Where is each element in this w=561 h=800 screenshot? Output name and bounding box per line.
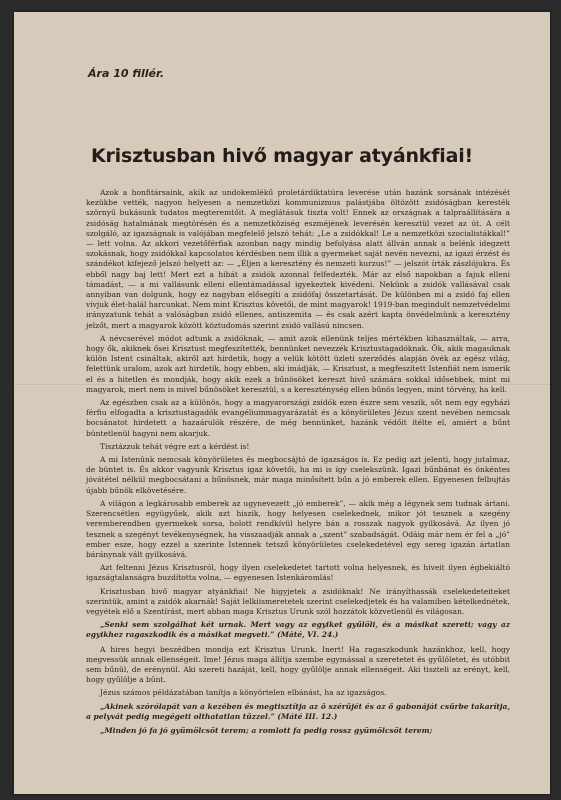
paragraph: Krisztusban hivő magyar atyánkfiai! Ne higyjetek a zsidóknak! Ne irányíthassák cselekedeteiteket szerintük, amint a zsidók akarnák! Saját lelkiismeretetek szerint cselekedjetek és ha valamiben kételkednétek, vegyétek elő a Szentírást, mert abban maga Krisztus Urunk szól hozzátok közvetlenül és világosan. (86, 586, 510, 616)
leaflet-body-text (86, 188, 510, 740)
paragraph: A mi Istenünk nemcsak könyörületes és megbocsájtó de igazságos is. Ez pedig azt jelenti, hogy jutalmaz, de büntet is. És akkor vagyunk Krisztus igaz követői, ha mi is így cselekszünk. Igazi bűnbánat és önkéntes jóvátétel nélkül megbocsátani a bűnösnek, már maga minősített bűn a jó emberek ellen. Egyenesen felbujtás újabb bűnök elkövetésére. (86, 455, 510, 495)
page-title: Krisztusban hivő magyar atyánkfiai! (90, 145, 473, 167)
paragraph: Tisztázzuk tehát végre ezt a kérdést is! (100, 441, 250, 451)
paragraph: A világon a legkárosabb emberek az ugynevezett „jó emberek”, — akik még a légynek sem tudnak ártani. Szerencsétlen együgyűek, akik azt hiszik, hogy helyesen cselekednek, mikor jót tesznek a szegény veremberendben gyermekek sorsa, holott rendkívül helyre bán a rosszak nagyok gyilkosává. Az ilyen jó tesznek a szegényt tevékenységnek, ha visszaadják annak a „szent” szabadságát. Odáig már nem ér fel a „jó” ember esze, hogy ezzel a szerinte Istennek tetsző könyörületes cselekedetével egy sereg igazán ártatlan báránynak vált gyilkosává. (86, 498, 510, 559)
paragraph: A névcserével módot adtunk a zsidóknak, — amit azok ellenünk teljes mértékben kihasználtak, — arra, hogy ők, akiknek ősei Krisztust megfeszítették, bennünket nevezzék Krisztustagadóknak. Ők, akik magauknak külön Istent csináltak, akiről azt hirdetik, hogy a velük kötött üzleti szerződés alapján övék az egész világ, felettünk uralom, azok azt hirdetik, hogy ebben, aki imádják, — Krisztust, a megfeszített Istenfiát nem ismerik el és a hitetlen és mondják, hogy akik ezek a bűnösöket kereszt hivő számára sokkal idősebbek, mint mi magyarok, mert nem is mivel bűnösöket keresztül, s a kereszténység ellen bűnös legyen, mint törvény, ha kell. (86, 333, 510, 394)
leaflet-page (14, 12, 550, 794)
paragraph: Jézus számos példázatában tanítja a könyörtelen elbánást, ha az igazságos. (100, 688, 387, 698)
paragraph: Azt feltenni Jézus Krisztusról, hogy ilyen cselekedetet tartott volna helyesnek, és hiveit ilyen égbekiáltó igazságtalanságra buzdította volna, — egyenesen Istenkáromlás! (86, 563, 510, 583)
price-label: Ára 10 fillér. (88, 67, 165, 80)
bible-quote: „Senki sem szolgálhat két urnak. Mert vagy az egyiket gyűlöli, és a másikat szereti; vagy az egyikhez ragaszkodik és a másikat megveti.” (Máté, VI. 24.) (86, 620, 510, 640)
paragraph: A hires hegyi beszédben mondja ezt Krisztus Urunk. Inert! Ha ragaszkodunk hazánkhoz, kell, hogy megvessük annak ellenségeit. Ime! Jézus maga állítja szembe egymással a szeretetet és gyűlöletet, és utóbbit sem bűnül, de erénynül. Aki szereti hazáját, kell, hogy gyűlölje annak ellenségeit. Aki tiszteli az erényt, kell, hogy gyűlölje a bűnt. (86, 644, 510, 685)
paragraph: Az egészben csak az a különös, hogy a magyarországi zsidók ezen észre sem veszik, sőt nem egy egyházi férfiu elfogadta a krisztustagadók evangéliummagyarázatát és a könyörületes Jézus szent nevében nemcsak bocsánatot hirdetett a hazaárulók részére, de még bennünket, hazánk védőit ítélte el, amiért a bűnt büntetlenül hagyni nem akarjuk. (86, 398, 510, 438)
paragraph: Azok a honfitársaink, akik az undokemlékű proletárdiktatúra leverése után bazánk sorsának intézését kezükbe vették, nagyon helyesen a nemzetközi kommunizmus palástjába öltözött zsidóságban keresték szörnyű bukásunk tudatos megteremtőit. A meglátásuk tiszta volt! Ennek az országnak a talpraállítására a zsidóság hatalmának megtörésén és a nemzetköziség eszméjének leverésén keresztül vezet az út. A célt szolgáló, az igazságnak is valójában megfelelő jelszó tehát: „Le a zsidókkal! Le a nemzetközi szocialistákkal!” — lett volna. Az akkori vezetőférfiak azonban nagy mindig befolyása alatt állván annak a belénk idegzett szokásnak, hogy zsidókkal kapcsolatos kérdésben nem illik a gyermeket saját nevén nevezni, az igazi érzést és szándékot kifejező jelszó helyett az: — „Éljen a keresztény és nemzeti kurzus!” — jelszót írták zászlójukra. És ebből nagy baj lett! Mert ezt a hibát a zsidók azonnal felfedezték. Már az első napokban a fajuk elleni támadást, — a mi vallásunk elleni ellentámadással igyekeztek kivédeni. Nekünk a zsidók vallásával csak annyiban van dolgunk, hogy ez nagyban elősegíti a zsidófaj összetartását. De különben mi a zsidó faj ellen vívjuk élet-halál harcunkat. Nem mint Krisztus követői, de mint magyarok! 1919-ban megindult nemzetvédelmi irányzatunk tehát a valóságban zsidó ellenes, antiszemita — és csak azért kapta önvédelmünk a keresztény jelzőt, mert a magyarok között köztudomás szerint zsidó vallású nincsen. (86, 188, 510, 330)
bible-quote: „Akinek szórólapát van a kezében és megtisztítja az ő szérűjét és az ő gabonáját csűrbe takarítja, a pelyvát pedig megégeti olthatatlan tűzzel.” (Máté III. 12.) (86, 701, 510, 721)
bible-quote: „Minden jó fa jó gyümölcsöt terem; a romlott fa pedig rossz gyümölcsöt terem; (100, 725, 433, 735)
